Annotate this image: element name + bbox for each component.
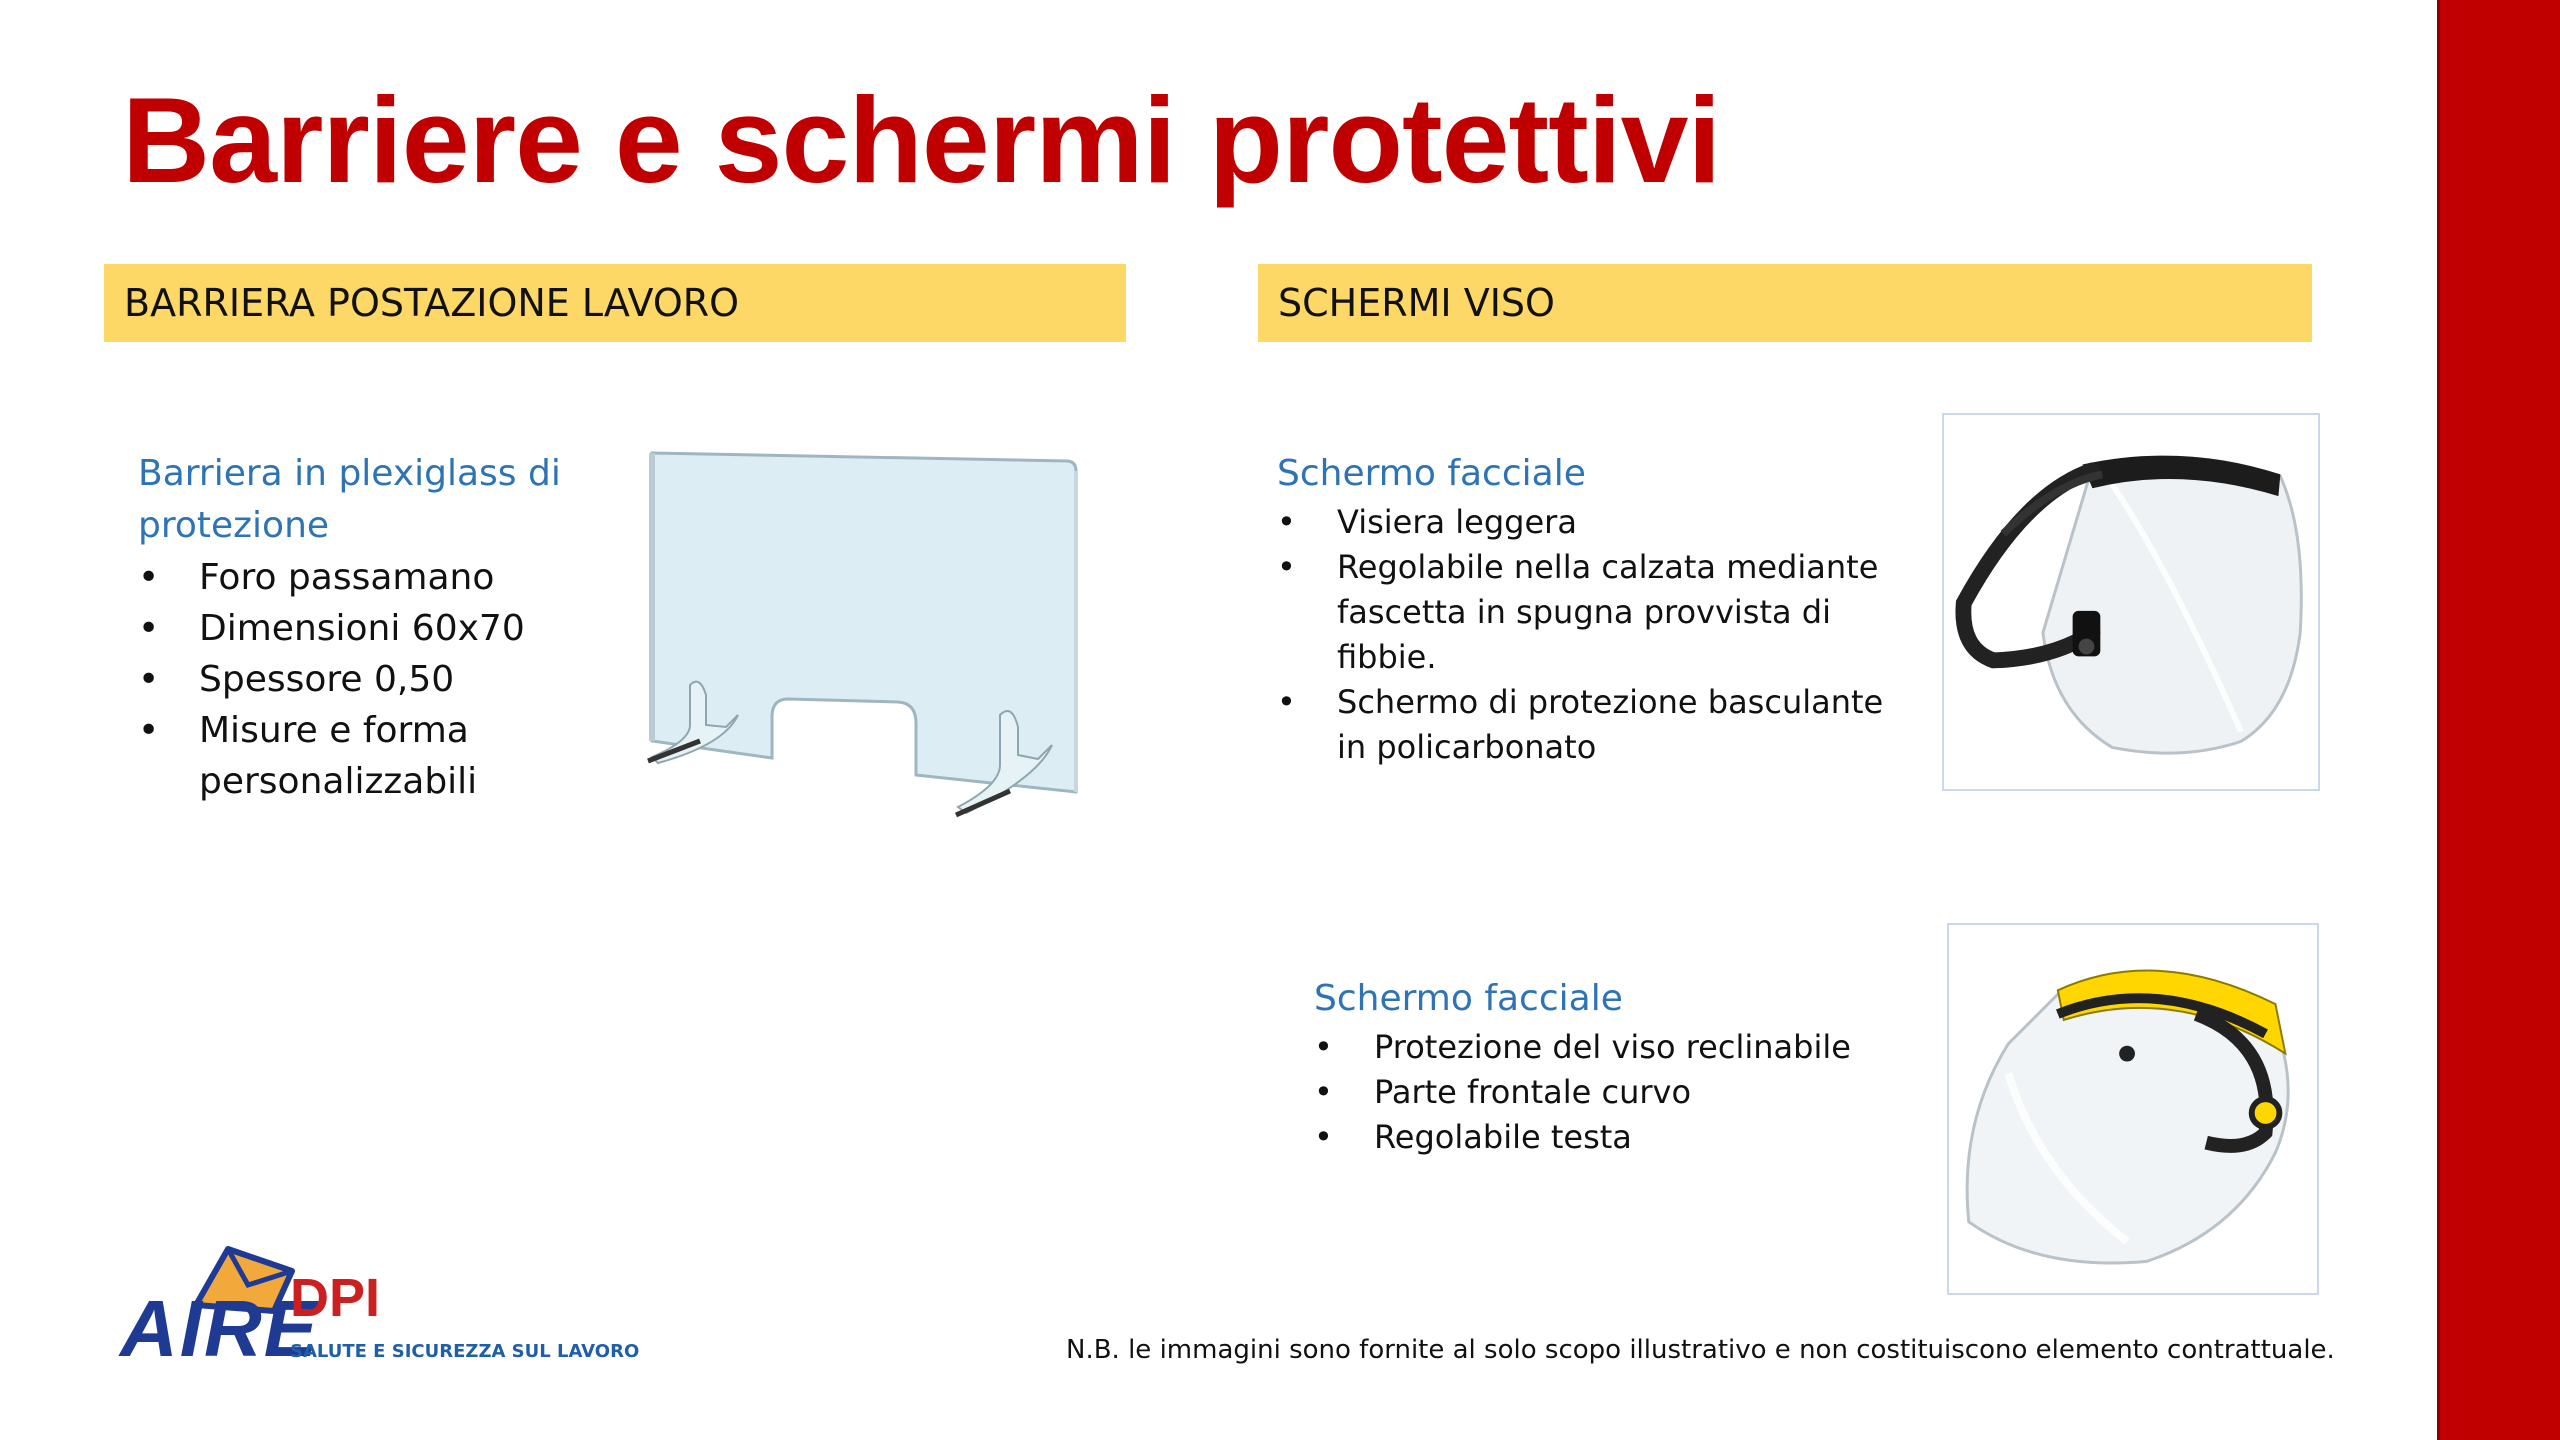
footer-disclaimer: N.B. le immagini sono fornite al solo scopo illustrativo e non costituiscono elemento contrattuale. <box>1066 1335 2335 1365</box>
list-item-continuation: in policarbonato <box>1337 728 1597 766</box>
list-item: • Regolabile testa <box>1314 1115 1934 1160</box>
face-shield-2-heading: Schermo facciale <box>1314 978 1623 1019</box>
slide-title: Barriere e schermi protettivi <box>122 72 1721 208</box>
logo-tagline: SALUTE E SICUREZZA SUL LAVORO <box>290 1341 640 1362</box>
face-shield-2-feature-list <box>1314 1025 1934 1160</box>
face-shield-1-description <box>1277 448 1897 770</box>
logo-product-text: DPI <box>290 1268 381 1328</box>
list-item-continuation: fibbie. <box>1337 638 1437 676</box>
list-item: • Spessore 0,50 <box>138 654 618 705</box>
list-item: • Parte frontale curvo <box>1314 1070 1934 1115</box>
face-shield-1-heading: Schermo facciale <box>1277 453 1586 494</box>
bullet: • <box>138 608 160 649</box>
barrier-image <box>640 445 1082 825</box>
logo-brand-text: AIRE <box>120 1284 320 1373</box>
list-item-continuation: personalizzabili <box>199 761 478 802</box>
bullet: • <box>138 659 160 700</box>
barrier-heading: Barriera in plexiglass di protezione <box>138 453 561 546</box>
list-item: • Schermo di protezione basculante <box>1277 680 1897 725</box>
bullet: • <box>1277 503 1296 541</box>
bullet: • <box>1277 683 1296 721</box>
barrier-feature-list <box>138 552 618 807</box>
bullet: • <box>1314 1073 1333 1111</box>
list-item: • Visiera leggera <box>1277 500 1897 545</box>
face-shield-1-feature-list <box>1277 500 1897 770</box>
face-shield-yellow-illustration <box>1949 925 2317 1293</box>
list-item-continuation: fascetta in spugna provvista di <box>1337 593 1831 631</box>
face-shield-black-illustration <box>1944 415 2318 789</box>
list-item: • Protezione del viso reclinabile <box>1314 1025 1934 1070</box>
bullet: • <box>138 557 160 598</box>
face-shield-2-image <box>1947 923 2319 1295</box>
side-accent-bar <box>2437 0 2560 1440</box>
list-item: • Regolabile nella calzata mediante <box>1277 545 1897 590</box>
bullet: • <box>138 710 160 751</box>
bullet: • <box>1277 548 1296 586</box>
list-item: • Misure e forma <box>138 705 618 756</box>
section-header-face-shields: SCHERMI VISO <box>1258 264 2312 342</box>
barrier-description <box>138 448 618 807</box>
bullet: • <box>1314 1028 1333 1066</box>
section-header-barrier: BARRIERA POSTAZIONE LAVORO <box>104 264 1126 342</box>
bullet: • <box>1314 1118 1333 1156</box>
list-item: • Dimensioni 60x70 <box>138 603 618 654</box>
aire-dpi-logo <box>118 1245 640 1375</box>
plexiglass-barrier-illustration <box>640 445 1082 825</box>
list-item: • Foro passamano <box>138 552 618 603</box>
face-shield-2-description <box>1314 973 1934 1160</box>
face-shield-1-image <box>1942 413 2320 791</box>
